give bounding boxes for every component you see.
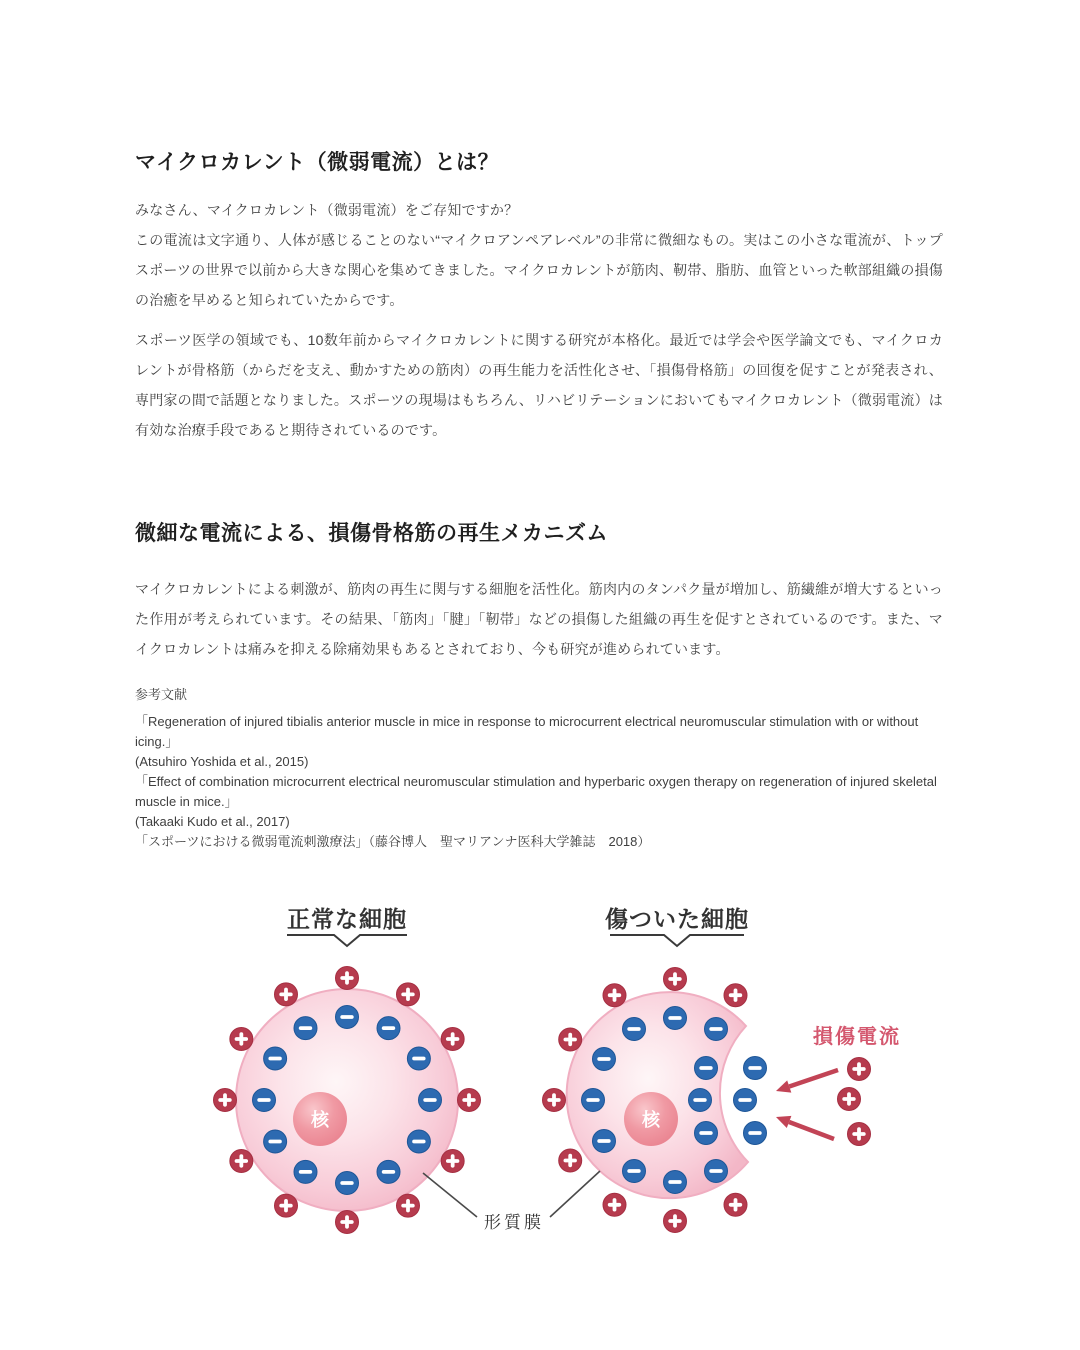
- nucleus-label: 核: [311, 1110, 329, 1130]
- minus-icon: [377, 1017, 400, 1040]
- minus-icon: [664, 1171, 687, 1194]
- plus-icon: [724, 1193, 747, 1216]
- heading-regeneration-mechanism: 微細な電流による、損傷骨格筋の再生メカニズム: [135, 522, 608, 545]
- plus-icon: [559, 1149, 582, 1172]
- normal-cell: [214, 906, 481, 1234]
- reference-item: (Atsuhiro Yoshida et al., 2015): [135, 754, 309, 769]
- nucleus-label: 核: [642, 1110, 660, 1130]
- plus-icon: [724, 984, 747, 1007]
- plus-icon: [336, 967, 359, 990]
- injury-current-arrow: [776, 1070, 838, 1093]
- minus-icon: [623, 1017, 646, 1040]
- minus-icon: [377, 1160, 400, 1183]
- reference-item: 「スポーツにおける微弱電流刺激療法」（藤谷博人 聖マリアンナ医科大学雑誌 2018）: [135, 834, 651, 849]
- plus-icon: [603, 1193, 626, 1216]
- minus-icon: [695, 1057, 718, 1080]
- reference-list: [135, 712, 947, 852]
- references-section: [135, 685, 947, 852]
- references-label: 参考文献: [135, 687, 188, 702]
- minus-icon: [407, 1130, 430, 1153]
- plus-icon: [664, 968, 687, 991]
- minus-icon: [695, 1122, 718, 1145]
- cell-diagram: [0, 880, 1080, 1350]
- minus-icon: [664, 1007, 687, 1030]
- plus-icon: [275, 983, 298, 1006]
- minus-icon: [264, 1047, 287, 1070]
- membrane-pointer-line: [550, 1171, 600, 1217]
- plus-icon: [336, 1211, 359, 1234]
- injury-current-annotation: [776, 1024, 901, 1146]
- damaged-cell-label: 傷ついた細胞: [605, 906, 749, 932]
- minus-icon: [336, 1172, 359, 1195]
- minus-icon: [623, 1160, 646, 1183]
- paragraph-mechanism: マイクロカレントによる刺激が、筋肉の再生に関与する細胞を活性化。筋肉内のタンパク量が増加し、筋繊維が増大するといった作用が考えられています。その結果、「筋肉」「腱」「靭帯」などの損傷した組織の再生を促すとされているのです。また、マイクロカレントは痛みを抑える除痛効果もあるとされており、今も研究が進められています。: [135, 581, 943, 657]
- minus-icon: [336, 1006, 359, 1029]
- reference-item: (Takaaki Kudo et al., 2017): [135, 814, 290, 829]
- label-brace: [610, 935, 744, 946]
- reference-item: 「Regeneration of injured tibialis anterior muscle in mice in response to microcurrent electrical neuromuscular stimulation with or without icing.」: [135, 714, 919, 749]
- reference-item: 「Effect of combination microcurrent electrical neuromuscular stimulation and hyperbaric oxygen therapy on regeneration of injured skeletal muscle in mice.」: [135, 774, 937, 809]
- plus-icon: [397, 1194, 420, 1217]
- minus-icon: [734, 1089, 757, 1112]
- minus-icon: [592, 1048, 615, 1071]
- minus-icon: [744, 1122, 767, 1145]
- minus-icon: [705, 1160, 728, 1183]
- plasma-membrane-annotation: [423, 1171, 600, 1232]
- injury-current-arrow: [776, 1116, 834, 1139]
- plus-icon: [664, 1210, 687, 1233]
- minus-icon: [592, 1130, 615, 1153]
- minus-icon: [705, 1017, 728, 1040]
- plus-icon: [559, 1028, 582, 1051]
- injury-current-label: 損傷電流: [813, 1026, 901, 1048]
- membrane-pointer-line: [423, 1173, 477, 1217]
- plus-icon: [838, 1088, 861, 1111]
- plus-icon: [230, 1150, 253, 1173]
- plus-icon: [848, 1123, 871, 1146]
- normal-cell-label: 正常な細胞: [287, 906, 407, 932]
- minus-icon: [419, 1089, 442, 1112]
- plus-icon: [214, 1089, 237, 1112]
- paragraph-intro-question: みなさん、マイクロカレント（微弱電流）をご存知ですか？: [135, 202, 519, 218]
- minus-icon: [689, 1089, 712, 1112]
- label-brace: [287, 935, 407, 946]
- heading-what-is-microcurrent: マイクロカレント（微弱電流）とは？: [135, 151, 500, 174]
- paragraph-intro-body: この電流は文字通り、人体が感じることのない“マイクロアンペアレベル”の非常に微細なもの。実はこの小さな電流が、トップスポーツの世界で以前から大きな関心を集めてきました。マイクロカレントが筋肉、靭帯、脂肪、血管といった軟部組織の損傷の治癒を早めると知られていたからです。: [135, 232, 943, 308]
- plus-icon: [397, 983, 420, 1006]
- plus-icon: [230, 1028, 253, 1051]
- plus-icon: [543, 1089, 566, 1112]
- damaged-cell: [543, 906, 767, 1233]
- paragraph-sports-medicine: スポーツ医学の領域でも、10数年前からマイクロカレントに関する研究が本格化。最近では学会や医学論文でも、マイクロカレントが骨格筋（からだを支え、動かすための筋肉）の再生能力を活性化させ、「損傷骨格筋」の回復を促すことが発表され、専門家の間で話題となりました。スポーツの現場はもちろん、リハビリテーションにおいてもマイクロカレント（微弱電流）は有効な治療手段であると期待されているのです。: [135, 332, 943, 438]
- minus-icon: [294, 1160, 317, 1183]
- plus-icon: [275, 1194, 298, 1217]
- plus-icon: [458, 1089, 481, 1112]
- minus-icon: [264, 1130, 287, 1153]
- minus-icon: [582, 1089, 605, 1112]
- plus-icon: [441, 1028, 464, 1051]
- plus-icon: [603, 984, 626, 1007]
- plasma-membrane-label: 形質膜: [484, 1213, 544, 1232]
- paragraph-intro: [135, 195, 943, 315]
- plus-icon: [848, 1058, 871, 1081]
- minus-icon: [744, 1057, 767, 1080]
- plus-icon: [441, 1150, 464, 1173]
- minus-icon: [407, 1047, 430, 1070]
- minus-icon: [294, 1017, 317, 1040]
- minus-icon: [253, 1089, 276, 1112]
